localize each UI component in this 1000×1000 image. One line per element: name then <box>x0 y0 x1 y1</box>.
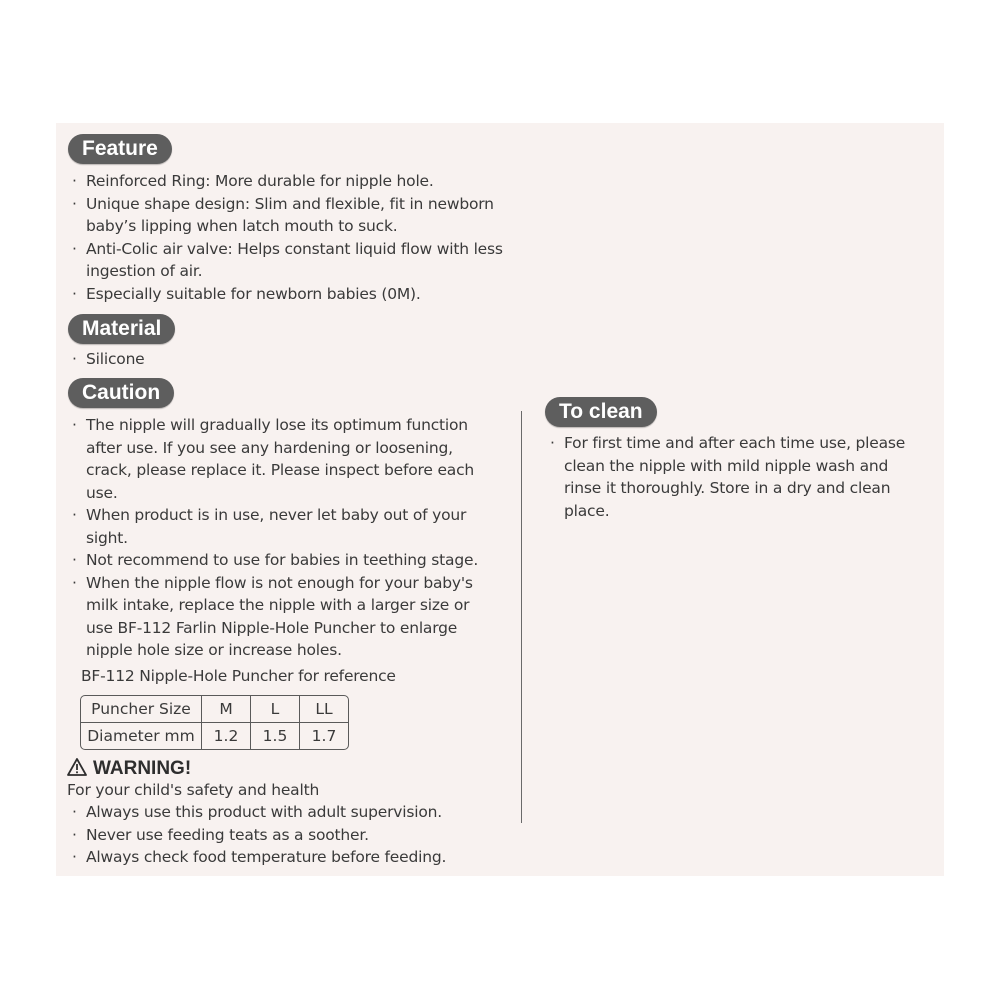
list-item-line: The nipple will gradually lose its optimum function <box>86 416 468 434</box>
table-cell: M <box>202 696 251 723</box>
table-header-row <box>81 696 348 723</box>
warning-title <box>67 758 191 780</box>
list-item <box>68 348 145 371</box>
puncher-size-table <box>80 695 349 750</box>
warning-triangle-icon <box>67 758 87 776</box>
table-cell: Puncher Size <box>81 696 202 723</box>
list-item-line: use BF-112 Farlin Nipple-Hole Puncher to enlarge <box>86 618 458 637</box>
list-item-line: Silicone <box>86 350 145 368</box>
caution-list <box>68 414 478 662</box>
list-item <box>68 170 503 193</box>
list-item-line: Always use this product with adult supervision. <box>86 803 443 821</box>
list-item <box>68 824 446 847</box>
list-item <box>68 414 478 504</box>
list-item-line: place. <box>564 501 610 520</box>
table-cell: LL <box>300 696 348 723</box>
list-item-line: Not recommend to use for babies in teething stage. <box>86 551 479 569</box>
column-divider <box>521 411 522 823</box>
feature-heading: Feature <box>68 134 172 164</box>
list-item-line: nipple hole size or increase holes. <box>86 641 342 659</box>
to-clean-heading: To clean <box>545 397 657 427</box>
feature-list <box>68 170 503 305</box>
list-item <box>68 846 446 869</box>
table-cell: Diameter mm <box>81 723 202 749</box>
list-item <box>68 801 446 824</box>
list-item <box>68 504 478 549</box>
list-item-line: Unique shape design: Slim and flexible, fit in newborn <box>86 194 494 213</box>
material-heading: Material <box>68 314 175 344</box>
list-item <box>68 549 478 572</box>
list-item-line: after use. If you see any hardening or loosening, <box>86 438 453 457</box>
list-item-line: When product is in use, never let baby out of your <box>86 506 467 524</box>
warning-subtitle: For your child's safety and health <box>67 781 320 799</box>
table-row <box>81 723 348 749</box>
list-item-line: When the nipple flow is not enough for your baby's <box>86 573 473 592</box>
material-list <box>68 348 145 371</box>
list-item-line: sight. <box>86 528 128 547</box>
list-item <box>68 193 503 238</box>
list-item-line: baby’s lipping when latch mouth to suck. <box>86 217 398 235</box>
table-cell: 1.7 <box>311 727 337 745</box>
list-item-line: For first time and after each time use, please <box>564 434 906 452</box>
table-cell: L <box>251 696 300 723</box>
list-item-line: use. <box>86 483 118 502</box>
list-item <box>546 432 905 522</box>
list-item <box>68 238 503 283</box>
list-item <box>68 572 478 662</box>
list-item-line: Reinforced Ring: More durable for nipple hole. <box>86 172 434 190</box>
list-item-line: crack, please replace it. Please inspect before each <box>86 461 475 479</box>
table-cell: 1.5 <box>251 723 300 749</box>
to-clean-list <box>546 432 905 522</box>
warning-title-text: WARNING! <box>93 758 192 779</box>
list-item-line: Anti-Colic air valve: Helps constant liquid flow with less <box>86 239 503 258</box>
list-item-line: Especially suitable for newborn babies (0M). <box>86 284 421 303</box>
list-item-line: ingestion of air. <box>86 262 203 280</box>
list-item-line: rinse it thoroughly. Store in a dry and clean <box>564 479 891 497</box>
list-item <box>68 283 503 306</box>
list-item-line: clean the nipple with mild nipple wash and <box>564 456 889 475</box>
list-item-line: milk intake, replace the nipple with a larger size or <box>86 596 470 614</box>
caution-heading: Caution <box>68 378 174 408</box>
table-cell: 1.2 <box>202 723 251 749</box>
puncher-reference-caption: BF-112 Nipple-Hole Puncher for reference <box>81 667 396 685</box>
list-item-line: Always check food temperature before feeding. <box>86 848 447 866</box>
warning-list <box>68 801 446 869</box>
list-item-line: Never use feeding teats as a soother. <box>86 825 369 844</box>
